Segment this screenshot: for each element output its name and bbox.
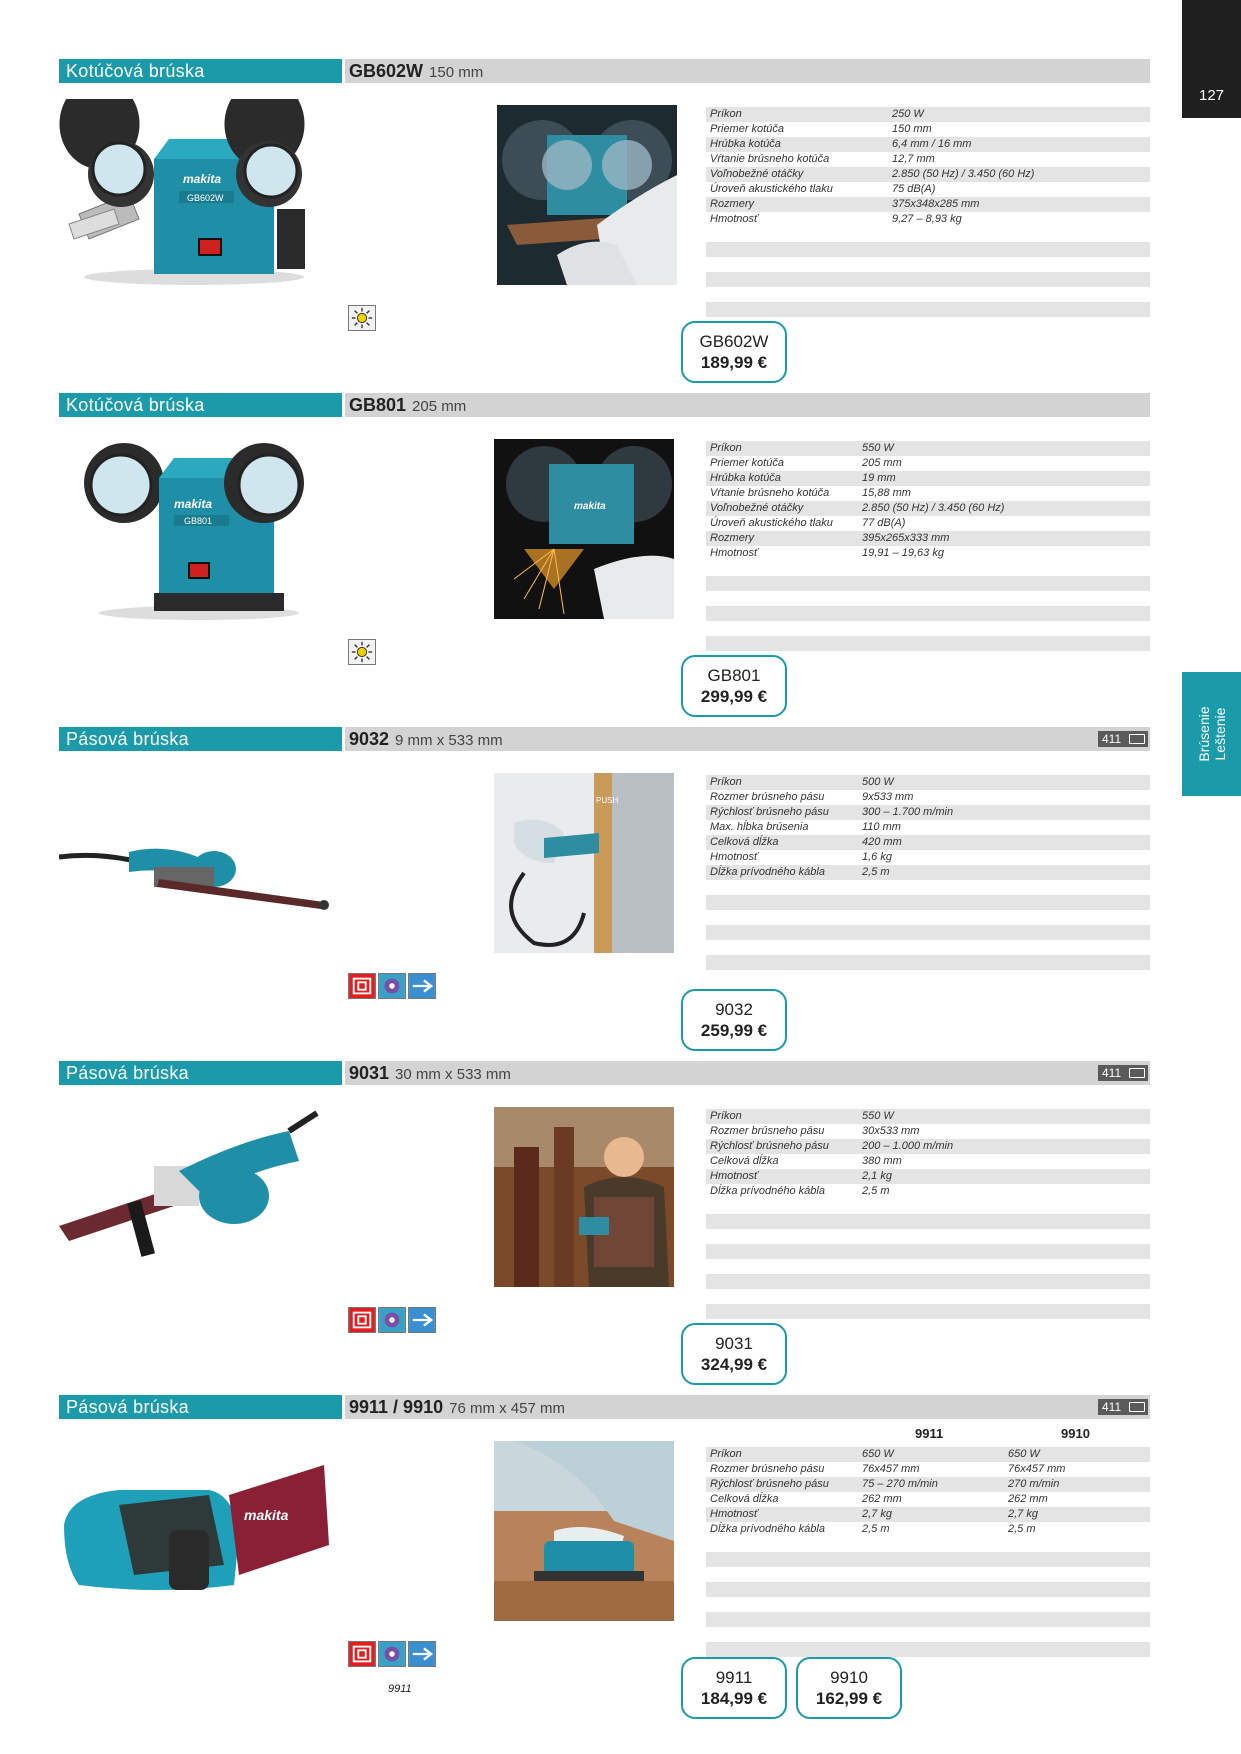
model-header xyxy=(345,59,1150,83)
product-section-gb602w xyxy=(0,59,1182,393)
model-size: 150 mm xyxy=(429,64,484,81)
price-box[interactable]: GB801 299,99 € xyxy=(681,655,787,717)
book-icon xyxy=(1129,734,1145,744)
spec-row: Hmotnosť 19,91 – 19,63 kg xyxy=(710,547,944,559)
spec-row: Dĺžka prívodného kábla 2,5 m xyxy=(710,1185,890,1197)
bench-grinder-image xyxy=(59,433,329,623)
page-number: 127 xyxy=(1198,87,1225,104)
sun-icon xyxy=(348,305,376,331)
svg-text:makita: makita xyxy=(174,497,213,511)
sun-icon xyxy=(348,639,376,665)
motor-icon xyxy=(378,1641,406,1667)
price-box[interactable]: 9910 162,99 € xyxy=(796,1657,902,1719)
spec-row: Vŕtanie brúsneho kotúča 15,88 mm xyxy=(710,487,911,499)
belt-sander-image xyxy=(59,1435,329,1625)
usage-photo xyxy=(494,1107,674,1287)
usage-photo xyxy=(494,1441,674,1621)
spec-row: Voľnobežné otáčky 2.850 (50 Hz) / 3.450 (60 Hz) xyxy=(706,167,1150,182)
spec-row: Úroveň akustického tlaku 75 dB(A) xyxy=(710,183,936,195)
spec-row: Príkon 500 W xyxy=(706,775,1150,790)
page-reference[interactable]: 411 xyxy=(1098,731,1148,747)
usage-photo xyxy=(497,105,677,285)
spec-row: Príkon 550 W xyxy=(706,441,1150,456)
spec-table xyxy=(706,107,1150,317)
usage-photo xyxy=(494,439,674,619)
double-insulation-icon xyxy=(348,973,376,999)
spec-filler-row xyxy=(706,576,1150,591)
svg-text:PUSH: PUSH xyxy=(596,796,619,805)
spec-row: Rýchlosť brúsneho pásu 75 – 270 m/min 270 m/min xyxy=(706,1477,1150,1492)
usage-photo xyxy=(494,773,674,953)
double-insulation-icon xyxy=(348,1307,376,1333)
book-icon xyxy=(1129,1068,1145,1078)
spec-filler-row xyxy=(706,606,1150,621)
page-reference[interactable]: 411 xyxy=(1098,1399,1148,1415)
spec-row: Hmotnosť 9,27 – 8,93 kg xyxy=(710,213,962,225)
column-header: 9911 xyxy=(915,1426,944,1441)
model-name: 9031 xyxy=(349,1063,390,1083)
belt-icon xyxy=(408,1307,436,1333)
spec-row: Max. hĺbka brúsenia 110 mm xyxy=(710,821,901,833)
spec-row: Hmotnosť 1,6 kg xyxy=(710,851,892,863)
model-name: 9032 xyxy=(349,729,390,749)
feature-icons xyxy=(348,1307,436,1333)
spec-row: Celková dĺžka 420 mm xyxy=(706,835,1150,850)
price-box[interactable]: 9031 324,99 € xyxy=(681,1323,787,1385)
product-section-gb801 xyxy=(0,393,1182,727)
spec-row: Priemer kotúča 150 mm xyxy=(710,123,932,135)
belt-icon xyxy=(408,973,436,999)
spec-table xyxy=(706,1109,1150,1319)
spec-filler-row xyxy=(706,1552,1150,1567)
spec-table xyxy=(706,1447,1150,1657)
spec-row: Rozmery 375x348x285 mm xyxy=(706,197,1150,212)
spec-row: Úroveň akustického tlaku 77 dB(A) xyxy=(710,517,906,529)
bench-grinder-image xyxy=(59,99,329,289)
spec-filler-row xyxy=(706,1214,1150,1229)
spec-row: Rozmer brúsneho pásu 76x457 mm 76x457 mm xyxy=(710,1463,1066,1475)
model-header xyxy=(345,393,1150,417)
model-size: 9 mm x 533 mm xyxy=(395,732,503,749)
spec-row: Hmotnosť 2,7 kg 2,7 kg xyxy=(706,1507,1150,1522)
spec-row: Rozmery 395x265x333 mm xyxy=(706,531,1150,546)
spec-row: Hrúbka kotúča 6,4 mm / 16 mm xyxy=(706,137,1150,152)
spec-filler-row xyxy=(706,1582,1150,1597)
motor-icon xyxy=(378,1307,406,1333)
product-section-9031 xyxy=(0,1061,1182,1395)
spec-filler-row xyxy=(706,636,1150,651)
spec-filler-row xyxy=(706,1612,1150,1627)
category-label: Kotúčová brúska xyxy=(59,393,342,417)
belt-sander-image xyxy=(59,767,329,957)
svg-text:makita: makita xyxy=(183,172,222,186)
model-header xyxy=(345,727,1150,751)
model-header xyxy=(345,1061,1150,1085)
spec-row: Hmotnosť 2,1 kg xyxy=(706,1169,1150,1184)
svg-text:GB602W: GB602W xyxy=(187,193,224,203)
spec-row: Dĺžka prívodného kábla 2,5 m 2,5 m xyxy=(710,1523,1036,1535)
spec-row: Celková dĺžka 262 mm 262 mm xyxy=(710,1493,1048,1505)
column-header: 9910 xyxy=(1061,1426,1090,1441)
feature-icons xyxy=(348,973,436,999)
spec-filler-row xyxy=(706,272,1150,287)
double-insulation-icon xyxy=(348,1641,376,1667)
spec-row: Príkon 550 W xyxy=(706,1109,1150,1124)
svg-text:makita: makita xyxy=(244,1507,289,1523)
model-name: 9911 / 9910 xyxy=(349,1397,444,1417)
model-name: GB801 xyxy=(349,395,407,415)
spec-row: Dĺžka prívodného kábla 2,5 m xyxy=(706,865,1150,880)
spec-filler-row xyxy=(706,955,1150,970)
category-label: Pásová brúska xyxy=(59,1395,342,1419)
svg-text:GB801: GB801 xyxy=(184,516,213,526)
spec-filler-row xyxy=(706,895,1150,910)
spec-row: Vŕtanie brúsneho kotúča 12,7 mm xyxy=(710,153,935,165)
belt-icon xyxy=(408,1641,436,1667)
spec-row: Rozmer brúsneho pásu 9x533 mm xyxy=(710,791,914,803)
price-box[interactable]: 9032 259,99 € xyxy=(681,989,787,1051)
spec-row: Priemer kotúča 205 mm xyxy=(710,457,902,469)
spec-row: Hrúbka kotúča 19 mm xyxy=(706,471,1150,486)
feature-icons xyxy=(348,639,376,665)
svg-text:makita: makita xyxy=(574,501,606,512)
feature-icons xyxy=(348,1641,436,1667)
model-size: 76 mm x 457 mm xyxy=(449,1400,565,1417)
side-category-tab[interactable] xyxy=(1182,672,1241,796)
product-section-9032 xyxy=(0,727,1182,1061)
category-label: Kotúčová brúska xyxy=(59,59,342,83)
page-number-tab xyxy=(1182,0,1241,118)
feature-icons xyxy=(348,305,376,331)
category-label: Pásová brúska xyxy=(59,727,342,751)
spec-row: Voľnobežné otáčky 2.850 (50 Hz) / 3.450 (60 Hz) xyxy=(706,501,1150,516)
spec-filler-row xyxy=(706,302,1150,317)
page-reference[interactable]: 411 xyxy=(1098,1065,1148,1081)
price-box[interactable]: GB602W 189,99 € xyxy=(681,321,787,383)
model-header xyxy=(345,1395,1150,1419)
spec-filler-row xyxy=(706,925,1150,940)
motor-icon xyxy=(378,973,406,999)
spec-filler-row xyxy=(706,1304,1150,1319)
spec-row: Rýchlosť brúsneho pásu 300 – 1.700 m/min xyxy=(706,805,1150,820)
spec-row: Príkon 650 W 650 W xyxy=(706,1447,1150,1462)
side-category-label: Brúsenie Leštenie xyxy=(1195,706,1228,762)
spec-row: Príkon 250 W xyxy=(706,107,1150,122)
spec-filler-row xyxy=(706,242,1150,257)
spec-row: Rýchlosť brúsneho pásu 200 – 1.000 m/min xyxy=(706,1139,1150,1154)
spec-table xyxy=(706,441,1150,651)
spec-row: Rozmer brúsneho pásu 30x533 mm xyxy=(710,1125,920,1137)
category-label: Pásová brúska xyxy=(59,1061,342,1085)
spec-filler-row xyxy=(706,1642,1150,1657)
product-section-9911-9910 xyxy=(0,1395,1182,1750)
belt-sander-image xyxy=(59,1101,329,1291)
model-name: GB602W xyxy=(349,61,424,81)
spec-filler-row xyxy=(706,1274,1150,1289)
icon-caption: 9911 xyxy=(388,1683,412,1695)
spec-filler-row xyxy=(706,1244,1150,1259)
spec-table xyxy=(706,775,1150,970)
spec-row: Celková dĺžka 380 mm xyxy=(710,1155,902,1167)
model-size: 30 mm x 533 mm xyxy=(395,1066,511,1083)
book-icon xyxy=(1129,1402,1145,1412)
price-box[interactable]: 9911 184,99 € xyxy=(681,1657,787,1719)
model-size: 205 mm xyxy=(412,398,467,415)
